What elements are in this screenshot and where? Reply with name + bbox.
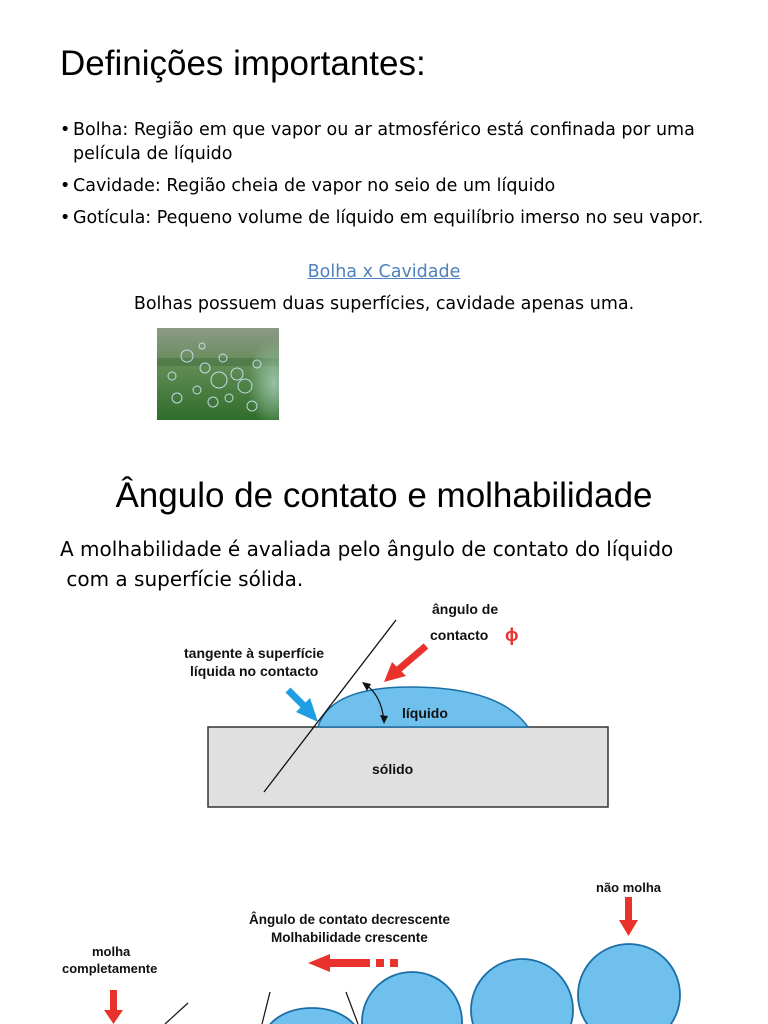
paragraph-line: com a superfície sólida. xyxy=(60,567,304,591)
blue-arrow-icon xyxy=(288,690,318,722)
drop xyxy=(578,944,680,1024)
wets-completely-line1: molha xyxy=(92,944,131,959)
list-item xyxy=(60,118,720,166)
tangent-line xyxy=(165,1003,188,1024)
bubbles-photo xyxy=(157,328,279,420)
phi-symbol: ϕ xyxy=(505,625,519,645)
liquid-label: líquido xyxy=(402,705,448,721)
drop xyxy=(471,959,573,1024)
bullet-marker: • xyxy=(60,120,71,140)
red-arrow-icon xyxy=(384,646,426,682)
page-title: Definições importantes: xyxy=(60,44,426,83)
angle-label-line2: contacto xyxy=(430,627,489,643)
wettability-paragraph xyxy=(60,534,740,594)
decreasing-angle-label: Ângulo de contato decrescente xyxy=(249,912,451,927)
bubble-vs-cavity-link[interactable]: Bolha x Cavidade xyxy=(307,262,461,282)
angle-label-line1: ângulo de xyxy=(432,601,499,617)
bullet-text: Bolha: Região em que vapor ou ar atmosférico está confinada por uma película de líquido xyxy=(73,120,695,164)
list-item xyxy=(60,206,720,230)
tangent-label-line2: líquida no contacto xyxy=(190,663,319,679)
bullet-text: Cavidade: Região cheia de vapor no seio de um líquido xyxy=(73,176,556,196)
drop xyxy=(264,1008,360,1024)
dashed-left-arrow-icon xyxy=(308,954,398,972)
paragraph-line: A molhabilidade é avaliada pelo ângulo de contato do líquido xyxy=(60,537,674,561)
wettability-diagram xyxy=(0,870,768,1024)
bubble-subtitle: Bolhas possuem duas superfícies, cavidade apenas uma. xyxy=(133,294,635,314)
bullet-text: Gotícula: Pequeno volume de líquido em equilíbrio imerso no seu vapor. xyxy=(73,208,704,228)
section-title: Ângulo de contato e molhabilidade xyxy=(115,476,653,515)
list-item xyxy=(60,174,720,198)
increasing-wettability-label: Molhabilidade crescente xyxy=(271,930,428,945)
bullet-marker: • xyxy=(60,176,71,196)
tangent-line xyxy=(262,992,270,1024)
solid-label: sólido xyxy=(372,761,414,777)
wets-completely-line2: completamente xyxy=(62,961,158,976)
down-arrow-icon xyxy=(619,897,638,936)
contact-angle-diagram xyxy=(170,592,620,812)
drop xyxy=(362,972,462,1024)
tangent-label-line1: tangente à superfície xyxy=(184,645,325,661)
bullet-marker: • xyxy=(60,208,71,228)
definitions-list xyxy=(60,118,720,238)
not-wet-label: não molha xyxy=(596,880,662,895)
down-arrow-icon xyxy=(104,990,123,1024)
